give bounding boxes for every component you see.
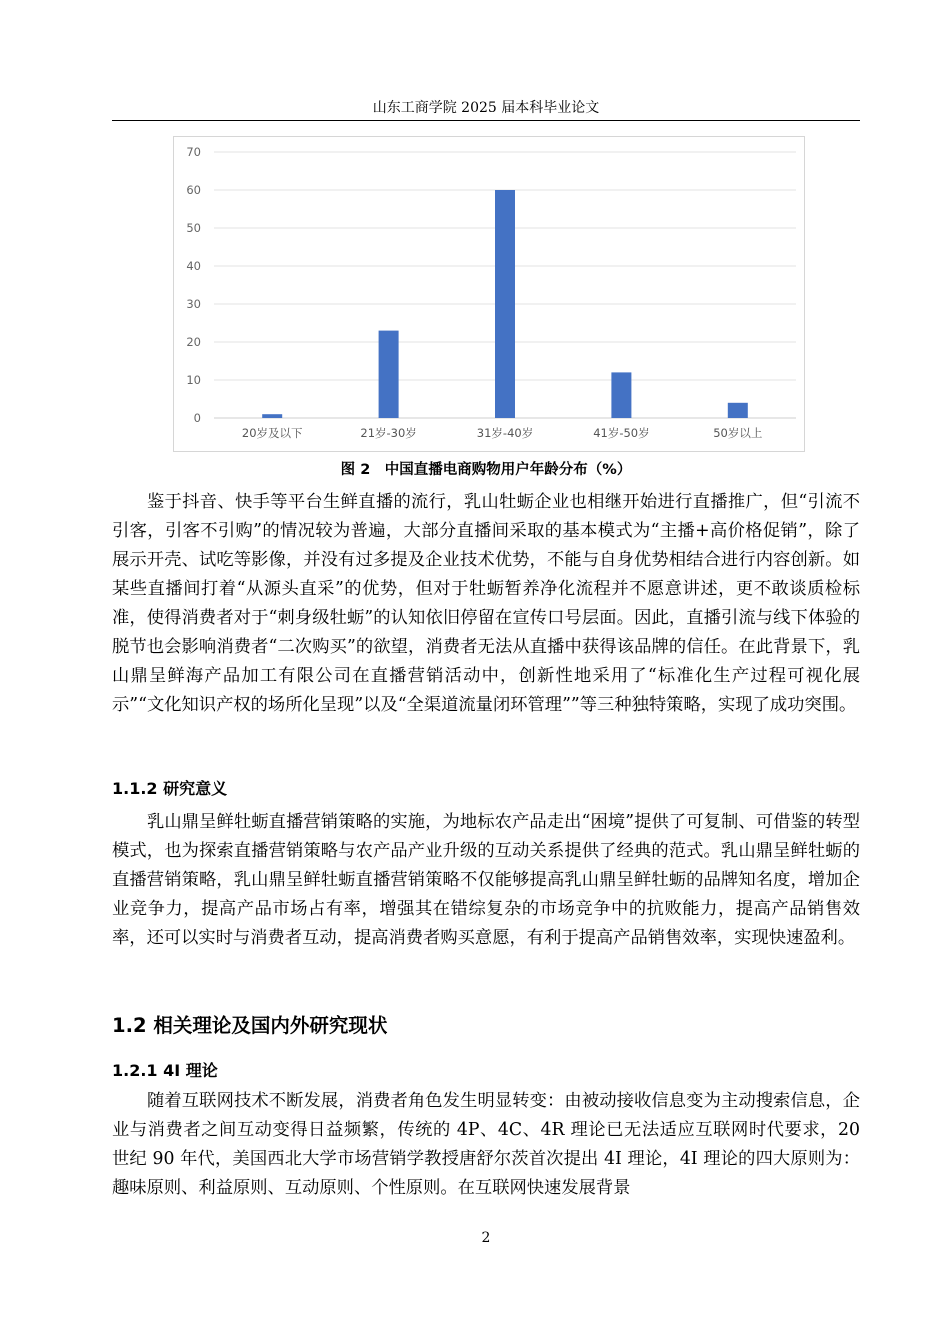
heading-1-1-2: 1.1.2 研究意义 [112, 779, 228, 798]
bar [495, 190, 515, 418]
y-tick-label: 0 [193, 411, 201, 425]
y-tick-label: 50 [186, 221, 201, 235]
x-tick-label: 20岁及以下 [241, 426, 303, 440]
bar [611, 372, 631, 418]
bar-chart [174, 137, 804, 451]
figure-chart [173, 136, 805, 452]
paragraph-4i-theory: 随着互联网技术不断发展，消费者角色发生明显转变：由被动接收信息变为主动搜索信息，企业与消费者之间互动变得日益频繁，传统的 4P、4C、4R 理论已无法适应互联网时代要求，20 世纪 90 年代，美国西北大学市场营销学教授唐舒尔茨首次提出 4I 理论，4I 理论的四大原则为：趣味原则、利益原则、互动原则、个性原则。在互联网快速发展背景 [112, 1091, 860, 1198]
y-tick-label: 70 [186, 145, 201, 159]
header-rule [112, 120, 860, 121]
figure-caption: 图 2 中国直播电商购物用户年龄分布（%） [340, 462, 632, 478]
y-tick-label: 20 [186, 335, 201, 349]
y-tick-label: 40 [186, 259, 201, 273]
running-header: 山东工商学院 2025 届本科毕业论文 [372, 100, 600, 116]
x-tick-label: 31岁-40岁 [476, 426, 534, 440]
x-tick-label: 41岁-50岁 [593, 426, 650, 440]
y-tick-label: 30 [186, 297, 201, 311]
bar [728, 403, 748, 418]
heading-1-2: 1.2 相关理论及国内外研究现状 [112, 1014, 388, 1037]
page-number: 2 [481, 1230, 491, 1246]
y-tick-label: 60 [186, 183, 201, 197]
x-tick-label: 21岁-30岁 [360, 426, 417, 440]
bar [262, 414, 282, 418]
bar [379, 331, 399, 418]
paragraph-background: 鉴于抖音、快手等平台生鲜直播的流行，乳山牡蛎企业也相继开始进行直播推广，但“引流不引客，引客不引购”的情况较为普遍，大部分直播间采取的基本模式为“主播+高价格促销”，除了展示开壳、试吃等影像，并没有过多提及企业技术优势，不能与自身优势相结合进行内容创新。如某些直播间打着“从源头直采”的优势，但对于牡蛎暂养净化流程并不愿意讲述，更不敢谈质检标准，使得消费者对于“刺身级牡蛎”的认知依旧停留在宣传口号层面。因此，直播引流与线下体验的脱节也会影响消费者“二次购买”的欲望，消费者无法从直播中获得该品牌的信任。在此背景下，乳山鼎呈鲜海产品加工有限公司在直播营销活动中，创新性地采用了“标准化生产过程可视化展示”“文化知识产权的场所化呈现”以及“全渠道流量闭环管理””等三种独特策略，实现了成功突围。 [112, 492, 860, 715]
y-tick-label: 10 [186, 373, 201, 387]
paragraph-significance: 乳山鼎呈鲜牡蛎直播营销策略的实施，为地标农产品走出“困境”提供了可复制、可借鉴的转型模式，也为探索直播营销策略与农产品产业升级的互动关系提供了经典的范式。乳山鼎呈鲜牡蛎的直播营销策略，乳山鼎呈鲜牡蛎直播营销策略不仅能够提高乳山鼎呈鲜牡蛎的品牌知名度，增加企业竞争力，提高产品市场占有率，增强其在错综复杂的市场竞争中的抗败能力，提高产品销售效率，还可以实时与消费者互动，提高消费者购买意愿，有利于提高产品销售效率，实现快速盈利。 [112, 812, 860, 948]
heading-1-2-1: 1.2.1 4I 理论 [112, 1061, 218, 1080]
x-tick-label: 50岁以上 [713, 426, 763, 440]
